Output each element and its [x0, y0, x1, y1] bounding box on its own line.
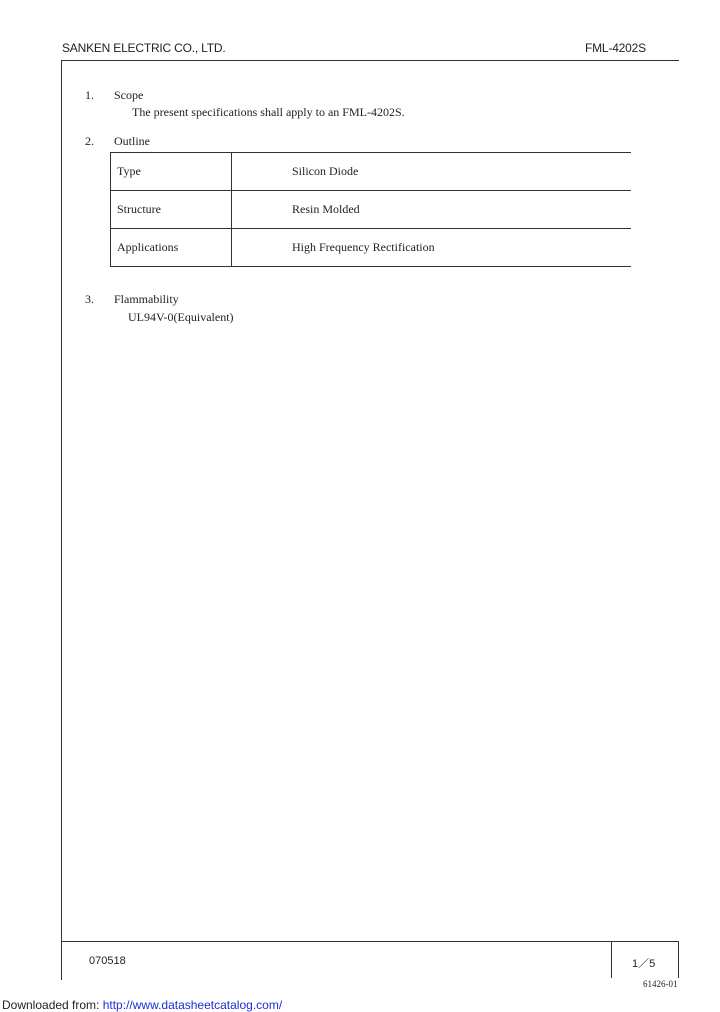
footer-date-code: 070518 [89, 955, 126, 967]
document-code: 61426-01 [643, 979, 678, 989]
download-prefix: Downloaded from: [2, 998, 103, 1012]
row-value: High Frequency Rectification [232, 229, 632, 267]
row-value: Resin Molded [232, 191, 632, 229]
download-link[interactable]: http://www.datasheetcatalog.com/ [102, 998, 283, 1012]
outline-table [110, 152, 631, 267]
row-label: Applications [111, 229, 232, 267]
footer-right-border [678, 942, 679, 978]
table-row [111, 191, 632, 229]
section-3-number: 3. [85, 292, 94, 306]
page-number: 1／5 [632, 958, 656, 970]
section-1-title: Scope [114, 88, 144, 102]
footer-box [61, 942, 679, 980]
company-name: SANKEN ELECTRIC CO., LTD. [62, 41, 226, 55]
section-1-number: 1. [85, 88, 94, 102]
section-2-title: Outline [114, 134, 150, 148]
download-notice [2, 998, 282, 1012]
part-number: FML-4202S [585, 41, 646, 55]
table-row [111, 153, 632, 191]
row-label: Type [111, 153, 232, 191]
section-2-number: 2. [85, 134, 94, 148]
row-value: Silicon Diode [232, 153, 632, 191]
flammability-text: UL94V-0(Equivalent) [128, 310, 234, 324]
scope-text: The present specifications shall apply to an FML-4202S. [132, 105, 405, 119]
row-label: Structure [111, 191, 232, 229]
footer-divider [611, 942, 612, 978]
section-3-title: Flammability [114, 292, 179, 306]
table-row [111, 229, 632, 267]
